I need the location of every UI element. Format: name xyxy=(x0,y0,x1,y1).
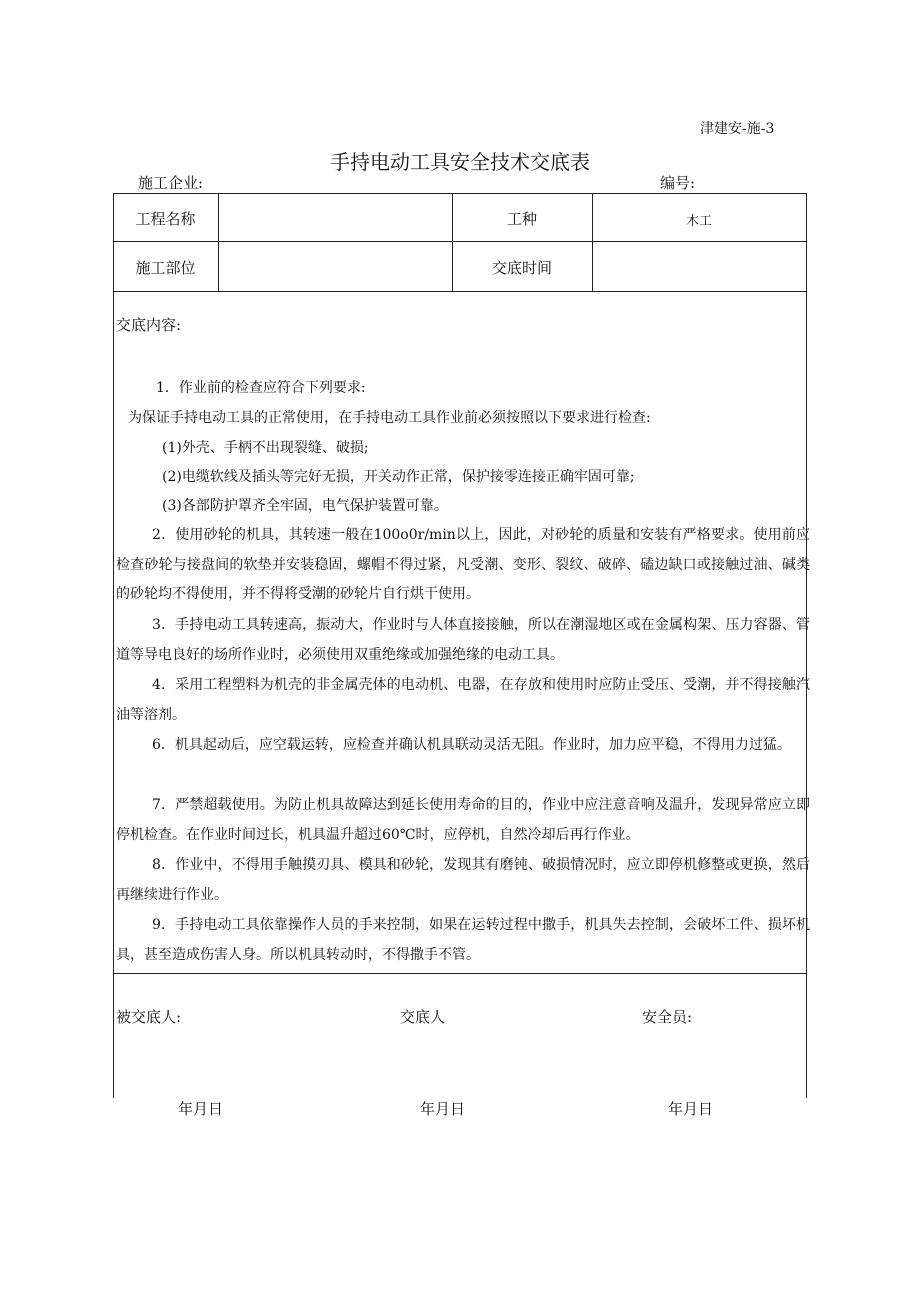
recipient-label: 被交底人: xyxy=(116,1008,182,1026)
content-paragraph: 9．手持电动工具依靠操作人员的手来控制，如果在运转过程中撒手，机具失去控制，会破坏工件、损坏机具，甚至造成伤害人身。所以机具转动时，不得撒手不管。 xyxy=(116,917,810,963)
content-paragraph: 8．作业中，不得用手触摸刃具、模具和砂轮，发现其有磨钝、破损情况时，应立即停机修整或更换，然后再继续进行作业。 xyxy=(116,857,810,903)
company-label: 施工企业: xyxy=(138,174,204,192)
table-left-border xyxy=(113,193,114,1098)
content-paragraph: 7．严禁超载使用。为防止机具故障达到延长使用寿命的目的，作业中应注意音响及温升，发现异常应立即停机检查。在作业时间过长，机具温升超过60℃时，应停机，自然冷却后再行作业。 xyxy=(116,797,810,843)
content-paragraph: 2．使用砂轮的机具，其转速一般在100o0r/min以上，因此，对砂轮的质量和安装有严格要求。使用前应检查砂轮与接盘间的软垫并安装稳固，螺帽不得过紧，凡受潮、变形、裂纹、破碎、磕边缺口或接触过油、碱类的砂轮均不得使用，并不得将受潮的砂轮片自行烘干使用。 xyxy=(116,527,810,602)
project-name-label: 工程名称 xyxy=(135,210,196,228)
content-paragraph: 1．作业前的检查应符合下列要求: xyxy=(156,380,366,396)
number-label: 编号: xyxy=(660,174,696,192)
content-paragraph: 4．采用工程塑料为机壳的非金属壳体的电动机、电器，在存放和使用时应防止受压、受潮，并不得接触汽油等溶剂。 xyxy=(116,677,810,723)
content-paragraph: 为保证手持电动工具的正常使用，在手持电动工具作业前必须按照以下要求进行检查: xyxy=(128,410,651,426)
discloser-label: 交底人 xyxy=(400,1008,446,1026)
content-bottom-divider xyxy=(113,973,807,974)
form-code: 津建安-施-3 xyxy=(700,121,775,137)
content-paragraph: (1)外壳、手柄不出现裂缝、破损; xyxy=(162,440,369,456)
content-paragraph: 6．机具起动后，应空载运转，应检查并确认机具联动灵活无阻。作业时，加力应平稳，不得用力过猛。 xyxy=(152,737,791,753)
column-divider xyxy=(592,193,593,291)
trade-value: 木工 xyxy=(685,214,712,229)
safety-officer-date: 年月日 xyxy=(668,1100,714,1118)
content-paragraph: (3)各部防护罩齐全牢固，电气保护装置可靠。 xyxy=(162,498,448,514)
column-divider xyxy=(218,193,219,291)
document-title: 手持电动工具安全技术交底表 xyxy=(330,150,590,174)
discloser-date: 年月日 xyxy=(420,1100,466,1118)
content-paragraph: (2)电缆软线及插头等完好无损，开关动作正常，保护接零连接正确牢固可靠; xyxy=(162,469,635,485)
location-label: 施工部位 xyxy=(135,259,196,277)
safety-officer-label: 安全员: xyxy=(642,1008,693,1026)
trade-label: 工种 xyxy=(506,210,537,228)
content-paragraph: 3．手持电动工具转速高，振动大，作业时与人体直接接触，所以在潮湿地区或在金属构架、压力容器、管道等导电良好的场所作业时，必须使用双重绝缘或加强绝缘的电动工具。 xyxy=(116,617,810,663)
table-row-divider xyxy=(113,291,807,292)
time-label: 交底时间 xyxy=(491,259,552,277)
recipient-date: 年月日 xyxy=(178,1100,224,1118)
content-label: 交底内容: xyxy=(116,316,182,334)
